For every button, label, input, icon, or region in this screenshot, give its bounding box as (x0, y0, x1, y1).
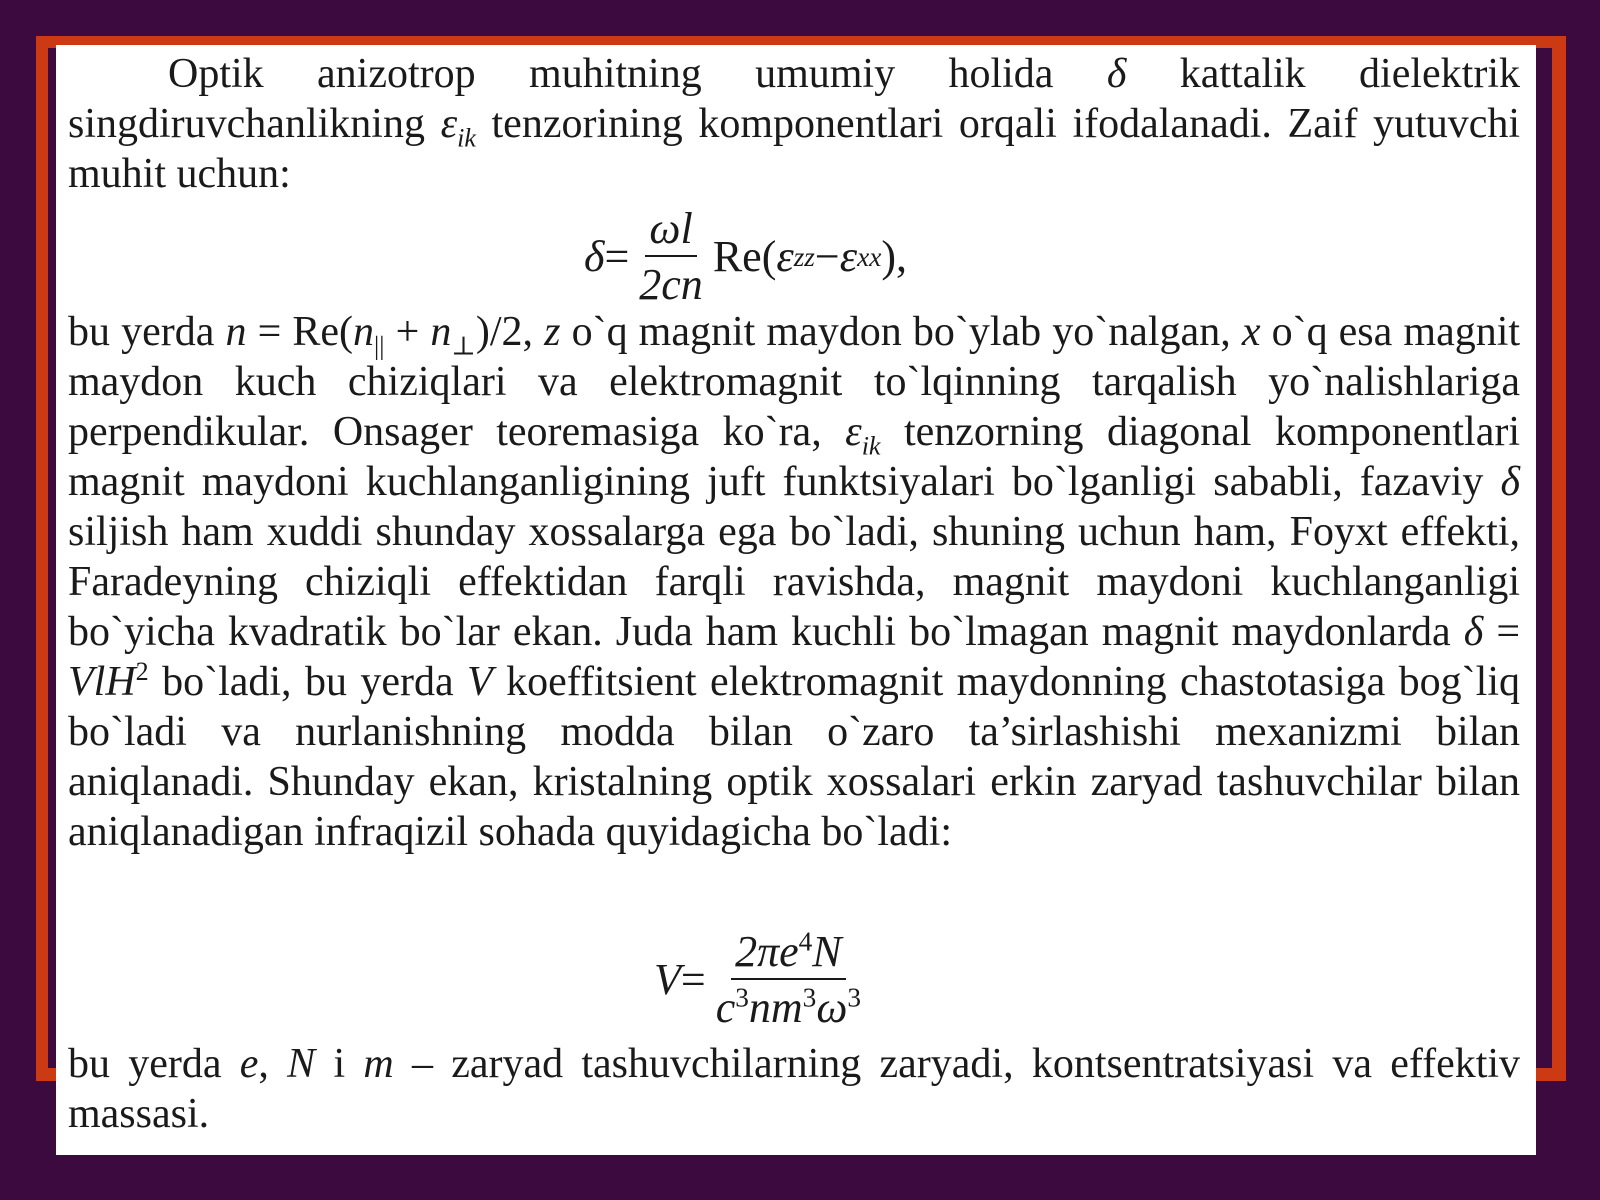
re-operator: = Re( (246, 309, 354, 355)
text-run: koeffitsient elektromagnit maydonning chastotasiga bog`liq bo`ladi va nurlanishning modda bilan o`zaro ta’sirlashishi mexanizmi bilan aniqlanadi. Shunday ekan, kristalning optik xossalari erkin zaryad tashuvchilar bilan aniqlanadigan infraqizil sohada quyidagicha bo`ladi: (68, 659, 1521, 855)
symbol-nm: nm (748, 983, 803, 1032)
symbol-n-capital: N (287, 1041, 316, 1087)
text-run: bu yerda (68, 309, 215, 355)
subscript-parallel: || (374, 331, 385, 361)
formula-v (654, 926, 871, 1032)
symbol-delta: δ (1463, 609, 1484, 655)
superscript-3: 3 (847, 982, 862, 1013)
symbol-epsilon-ik (845, 409, 881, 461)
plus-sign: + (384, 309, 431, 355)
equals-sign: = (604, 232, 630, 281)
symbol-z: z (544, 309, 561, 355)
text-run: o`q esa magnit maydon kuch chiziqlari va elektromagnit to`lqinning tarqalish yo`nalishlariga perpendikular. Onsager teoremasiga ko`ra, (68, 309, 1521, 455)
minus-sign: − (814, 232, 840, 281)
symbol-omega: ω (816, 983, 848, 1032)
conjunction-i: i (333, 1041, 346, 1087)
fraction-denominator (712, 980, 865, 1030)
fraction-omega-l-over-2cn (635, 204, 707, 309)
divide-by-two: )/2, (475, 309, 534, 355)
symbol-n: n (430, 309, 452, 355)
text-run: o`q magnit maydon bo`ylab yo`nalgan, (571, 309, 1231, 355)
superscript-3: 3 (802, 982, 817, 1013)
symbol-v: V (467, 659, 493, 705)
formula-v-lhs: V (654, 955, 681, 1004)
subscript-perp: ⊥ (451, 331, 476, 361)
equals-sign: = (680, 955, 706, 1004)
document-page (56, 45, 1536, 1155)
comma: , (258, 1041, 269, 1087)
symbol-n: n (353, 309, 375, 355)
text-run: tenzorining komponentlari orqali ifodalanadi. Zaif yutuvchi muhit uchun: (68, 101, 1520, 197)
symbol-n-concentration: N (812, 927, 842, 976)
fraction-numerator: ωl (645, 207, 696, 257)
closing-paren: ), (881, 232, 907, 281)
superscript-4: 4 (798, 926, 813, 957)
symbol-n: n (225, 309, 247, 355)
paragraph-intro (68, 49, 1520, 199)
subscript-ik: ik (457, 123, 476, 153)
inline-n-formula (225, 309, 534, 361)
symbol-delta: δ (1106, 51, 1127, 97)
symbol-c: c (715, 983, 736, 1032)
equals-sign: = (1483, 609, 1521, 655)
symbol-m: m (363, 1041, 394, 1087)
re-operator: Re( (712, 232, 777, 281)
symbol-x: x (1241, 309, 1261, 355)
formula-delta: δ = $\frac{\omega l}{2cn}$ Re( ε zz − ε xx ), (584, 204, 907, 309)
superscript-3: 3 (735, 982, 749, 1013)
numerator-2pie: 2πe (735, 927, 799, 976)
text-run: tenzorning diagonal komponentlari magnit maydoni kuchlanganligining juft funktsiyalari bo`lganligi sababli, fazaviy (68, 409, 1520, 505)
text-run: – zaryad tashuvchilarning zaryadi, kontsentratsiyasi va effektiv massasi. (68, 1041, 1521, 1137)
epsilon: ε (440, 101, 458, 147)
superscript-2: 2 (135, 657, 149, 686)
fraction-numerator (731, 926, 846, 980)
paragraph-closing (68, 1039, 1520, 1139)
symbol-epsilon-ik (440, 101, 476, 153)
subscript-ik: ik (861, 431, 881, 461)
fraction-denominator: 2cn (639, 260, 703, 309)
text-run: bo`ladi, bu yerda (162, 659, 454, 705)
paragraph-main (68, 307, 1520, 857)
epsilon: ε (845, 409, 862, 455)
epsilon-zz: ε (776, 232, 794, 281)
fraction-v (712, 926, 865, 1032)
text-run: bu yerda (68, 1041, 222, 1087)
text-run: siljish ham xuddi shunday xossalarga ega bo`ladi, shuning uchun ham, Foyxt effekti, Faradeyning chiziqli effektidan farqli ravishda, magnit maydoni kuchlanganligi bo`yicha kvadratik bo`lar ekan. Juda ham kuchli bo`lmagan magnit maydonlarda (68, 509, 1520, 655)
symbol-delta: δ (1500, 459, 1520, 505)
text-run: Optik anizotrop muhitning umumiy holida (168, 51, 1054, 97)
symbol-e: e (239, 1041, 259, 1087)
text-run: kattalik dielektrik singdiruvchanlikning (68, 51, 1520, 147)
formula-delta-lhs: δ (584, 232, 605, 281)
epsilon-xx: ε (839, 232, 858, 281)
symbol-vlh: VlH (68, 659, 136, 705)
